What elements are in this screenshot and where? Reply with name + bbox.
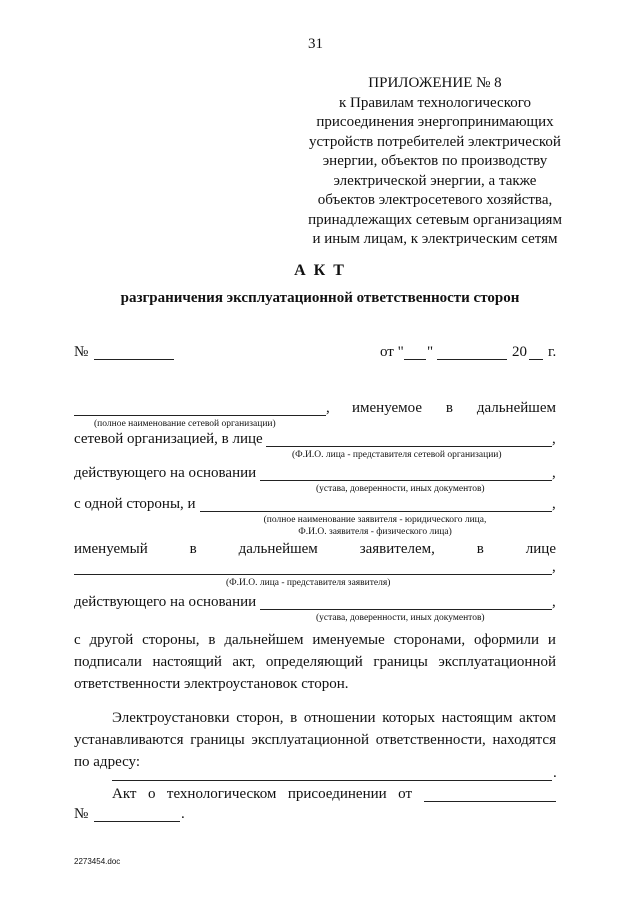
applicant-rep-field[interactable]: [74, 574, 552, 575]
act-number-field[interactable]: [94, 359, 174, 360]
applicant-name-field[interactable]: [200, 511, 552, 512]
caption-applicant-basis: (устава, доверенности, иных документов): [316, 613, 485, 623]
paragraph2-line: устанавливаются границы эксплуатационной ответственности, находятся: [74, 732, 556, 748]
act-number-sign: №: [74, 344, 89, 360]
footer-doc-code: 2273454.doc: [74, 857, 121, 866]
row4-label: с одной стороны, и: [74, 496, 196, 512]
paragraph2-line: Электроустановки сторон, в отношении которых настоящим актом: [112, 710, 556, 726]
row1-words: именуемое в дальнейшем: [352, 400, 556, 416]
address-field[interactable]: [112, 780, 552, 781]
tech-act-number-field[interactable]: [94, 821, 180, 822]
row7-label: действующего на основании: [74, 594, 257, 610]
date-day-field[interactable]: [404, 359, 426, 360]
date-year-field[interactable]: [529, 359, 543, 360]
comma: ,: [552, 431, 556, 447]
period: .: [181, 806, 185, 822]
act-subtitle: разграничения эксплуатационной ответственности сторон: [120, 290, 520, 306]
appendix-line: к Правилам технологического: [338, 94, 532, 111]
caption-applicant-rep: (Ф.И.О. лица - представителя заявителя): [226, 578, 391, 588]
act-title: А К Т: [294, 262, 346, 279]
network-org-name-field[interactable]: [74, 415, 326, 416]
appendix-line: электрической энергии, а также: [333, 172, 537, 189]
paragraph2-line: по адресу:: [74, 754, 141, 770]
applicant-basis-field[interactable]: [260, 609, 552, 610]
page-number: 31: [308, 36, 323, 52]
row5-words: именуемый в дальнейшем заявителем, в лице: [74, 541, 556, 557]
caption-network-rep: (Ф.И.О. лица - представителя сетевой организации): [292, 450, 502, 460]
paragraph1-line: ответственности электроустановок сторон.: [74, 676, 349, 692]
appendix-line: присоединения энергопринимающих: [316, 114, 554, 130]
appendix-line: устройств потребителей электрической: [309, 133, 561, 150]
tech-act-date-field[interactable]: [424, 801, 556, 802]
date-quote: ": [427, 344, 434, 360]
paragraph1-line: с другой стороны, в дальнейшем именуемые сторонами, оформили и: [74, 632, 556, 648]
appendix-title: ПРИЛОЖЕНИЕ № 8: [368, 75, 502, 91]
comma: ,: [326, 400, 330, 416]
comma: ,: [552, 559, 556, 575]
caption-applicant-a: (полное наименование заявителя - юридического лица,: [263, 515, 487, 525]
appendix-line: объектов электросетевого хозяйства,: [317, 192, 553, 208]
comma: ,: [552, 496, 556, 512]
appendix-line: и иным лицам, к электрическим сетям: [312, 231, 558, 247]
date-from-label: от ": [380, 344, 404, 360]
comma: ,: [552, 594, 556, 610]
caption-applicant-b: Ф.И.О. заявителя - физического лица): [298, 527, 452, 537]
date-month-field[interactable]: [437, 359, 507, 360]
row3-label: действующего на основании: [74, 465, 257, 481]
appendix-line: принадлежащих сетевым организациям: [308, 211, 562, 228]
tech-act-number-sign: №: [74, 806, 89, 822]
comma: ,: [552, 465, 556, 481]
paragraph1-line: подписали настоящий акт, определяющий границы эксплуатационной: [74, 654, 556, 670]
network-org-rep-field[interactable]: [266, 446, 552, 447]
row2-label: сетевой организацией, в лице: [74, 431, 263, 447]
date-year-prefix: 20: [512, 344, 527, 360]
caption-network-basis: (устава, доверенности, иных документов): [316, 484, 485, 494]
network-basis-field[interactable]: [260, 480, 552, 481]
appendix-block: [290, 74, 580, 250]
tech-act-words: Акт о технологическом присоединении от: [112, 786, 412, 802]
caption-network-org: (полное наименование сетевой организации): [94, 419, 276, 429]
appendix-line: энергии, объектов по производству: [322, 153, 548, 169]
date-year-suffix: г.: [548, 344, 557, 360]
period: .: [553, 765, 557, 781]
